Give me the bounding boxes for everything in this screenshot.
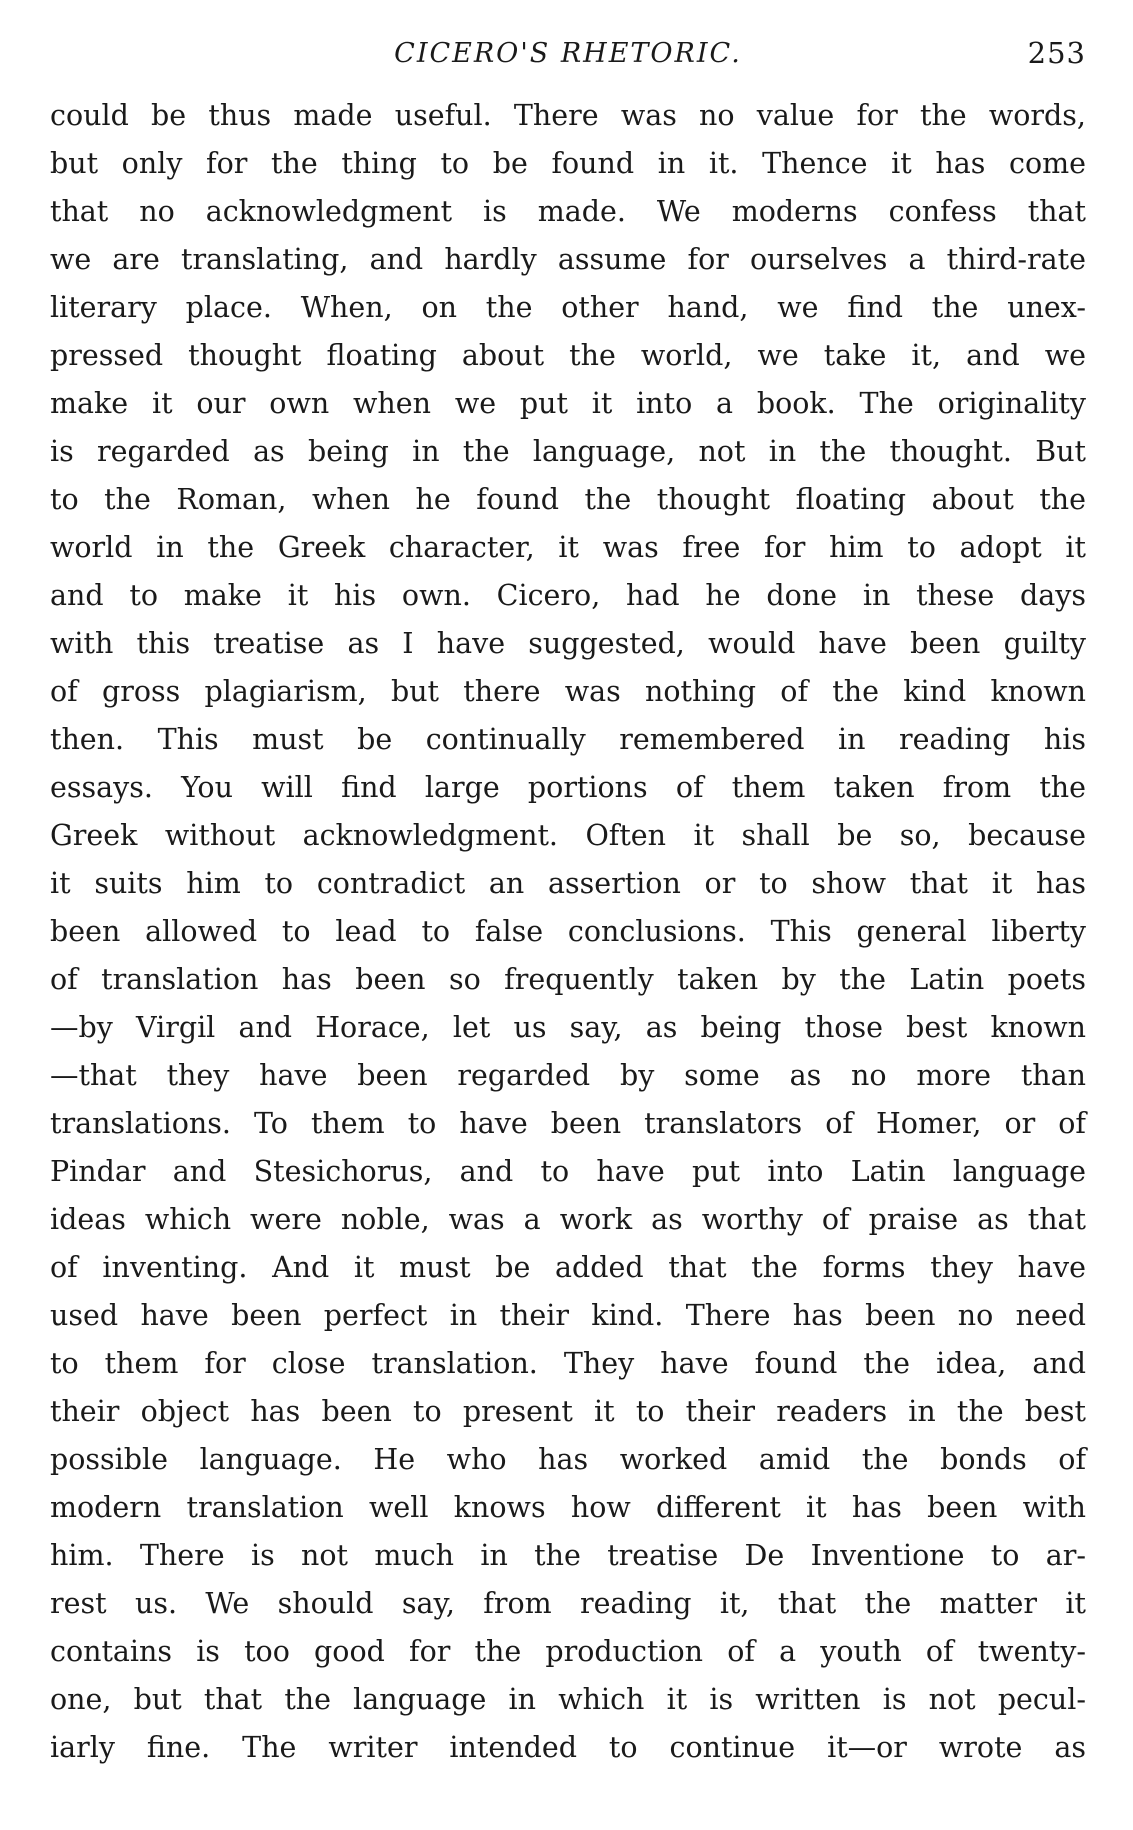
text-line: and to make it his own. Cicero, had he done in these days [50, 579, 1086, 612]
text-line: him. There is not much in the treatise De Inventione to ar- [50, 1539, 1086, 1572]
text-line: pressed thought floating about the world, we take it, and we [50, 339, 1086, 372]
text-line: —that they have been regarded by some as no more than [50, 1059, 1086, 1092]
running-title: CICERO'S RHETORIC. [394, 38, 742, 69]
text-line: that no acknowledgment is made. We moderns confess that [50, 195, 1086, 228]
text-line: possible language. He who has worked amid the bonds of [50, 1443, 1086, 1476]
text-line: make it our own when we put it into a book. The originality [50, 387, 1086, 420]
text-line: iarly fine. The writer intended to continue it—or wrote as [50, 1731, 1086, 1764]
text-line: it suits him to contradict an assertion or to show that it has [50, 867, 1086, 900]
text-line: —by Virgil and Horace, let us say, as being those best known [50, 1011, 1086, 1044]
text-line: with this treatise as I have suggested, would have been guilty [50, 627, 1086, 660]
text-line: been allowed to lead to false conclusions. This general liberty [50, 915, 1086, 948]
text-line: rest us. We should say, from reading it, that the matter it [50, 1587, 1086, 1620]
text-line: we are translating, and hardly assume for ourselves a third-rate [50, 243, 1086, 276]
body-paragraph [50, 92, 1086, 1772]
text-line: Pindar and Stesichorus, and to have put into Latin language [50, 1155, 1086, 1188]
text-line: translations. To them to have been translators of Homer, or of [50, 1107, 1086, 1140]
text-line: is regarded as being in the language, not in the thought. But [50, 435, 1086, 468]
text-line: to them for close translation. They have found the idea, and [50, 1347, 1086, 1380]
text-line: Greek without acknowledgment. Often it shall be so, because [50, 819, 1086, 852]
page-header [50, 32, 1086, 76]
text-line: of gross plagiarism, but there was nothing of the kind known [50, 675, 1086, 708]
text-line: used have been perfect in their kind. There has been no need [50, 1299, 1086, 1332]
text-line: to the Roman, when he found the thought floating about the [50, 483, 1086, 516]
text-line: essays. You will find large portions of them taken from the [50, 771, 1086, 804]
page-number: 253 [1027, 36, 1086, 70]
text-line: of inventing. And it must be added that the forms they have [50, 1251, 1086, 1284]
text-line: literary place. When, on the other hand, we find the unex- [50, 291, 1086, 324]
text-line: modern translation well knows how different it has been with [50, 1491, 1086, 1524]
text-line: contains is too good for the production of a youth of twenty- [50, 1635, 1086, 1668]
text-line: one, but that the language in which it is written is not pecul- [50, 1683, 1086, 1716]
text-line: but only for the thing to be found in it. Thence it has come [50, 147, 1086, 180]
text-line: of translation has been so frequently taken by the Latin poets [50, 963, 1086, 996]
text-line: world in the Greek character, it was free for him to adopt it [50, 531, 1086, 564]
text-line: could be thus made useful. There was no value for the words, [50, 99, 1086, 132]
text-line: their object has been to present it to their readers in the best [50, 1395, 1086, 1428]
text-line: ideas which were noble, was a work as worthy of praise as that [50, 1203, 1086, 1236]
text-line: then. This must be continually remembered in reading his [50, 723, 1086, 756]
